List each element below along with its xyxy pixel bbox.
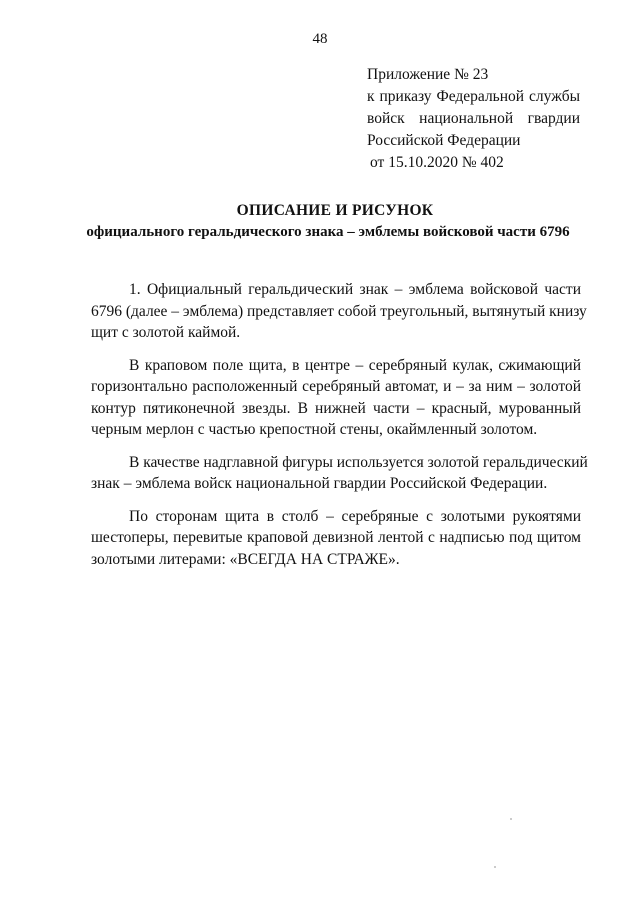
annex-number: Приложение № 23 xyxy=(367,66,489,83)
page-number: 48 xyxy=(312,31,328,47)
annex-service-name: войск национальной гвардии xyxy=(367,110,580,127)
annex-date-number: от 15.10.2020 № 402 xyxy=(370,154,504,171)
paragraph-line: По сторонам щита в столб – серебряные с золотыми рукоятями xyxy=(129,507,581,525)
scan-speck xyxy=(510,818,512,820)
annex-country: Российской Федерации xyxy=(367,132,521,149)
paragraph-line: черным мерлон с частью крепостной стены, окаймленный золотом. xyxy=(91,421,538,438)
paragraph-line: контур пятиконечной звезды. В нижней части – красный, мурованный xyxy=(91,399,581,417)
paragraph-line: золотыми литерами: «ВСЕГДА НА СТРАЖЕ». xyxy=(91,550,400,568)
document-title: ОПИСАНИЕ И РИСУНОК xyxy=(236,202,434,219)
paragraph-3 xyxy=(91,452,588,495)
paragraph-line: В краповом поле щита, в центре – серебряный кулак, сжимающий xyxy=(129,356,581,374)
document-subtitle: официального геральдического знака – эмблемы войсковой части 6796 xyxy=(86,224,570,240)
paragraph-line: В качестве надглавной фигуры используется золотой геральдический xyxy=(129,453,588,471)
annex-block xyxy=(367,64,580,174)
paragraph-4 xyxy=(91,506,581,571)
paragraph-line: горизонтально расположенный серебряный автомат, и – за ним – золотой xyxy=(91,378,581,395)
paragraph-2 xyxy=(91,355,581,441)
scan-speck xyxy=(494,866,496,868)
body-text xyxy=(91,279,588,581)
paragraph-line: знак – эмблема войск национальной гвардии Российской Федерации. xyxy=(91,475,548,492)
annex-order-ref: к приказу Федеральной службы xyxy=(367,88,580,105)
paragraph-line: щит с золотой каймой. xyxy=(91,324,241,341)
paragraph-line: 1. Официальный геральдический знак – эмблема войсковой части xyxy=(129,281,581,298)
paragraph-line: 6796 (далее – эмблема) представляет собой треугольный, вытянутый книзу xyxy=(91,302,587,320)
paragraph-line: шестоперы, перевитые краповой девизной лентой с надписью под щитом xyxy=(91,529,581,546)
paragraph-1 xyxy=(91,279,587,344)
